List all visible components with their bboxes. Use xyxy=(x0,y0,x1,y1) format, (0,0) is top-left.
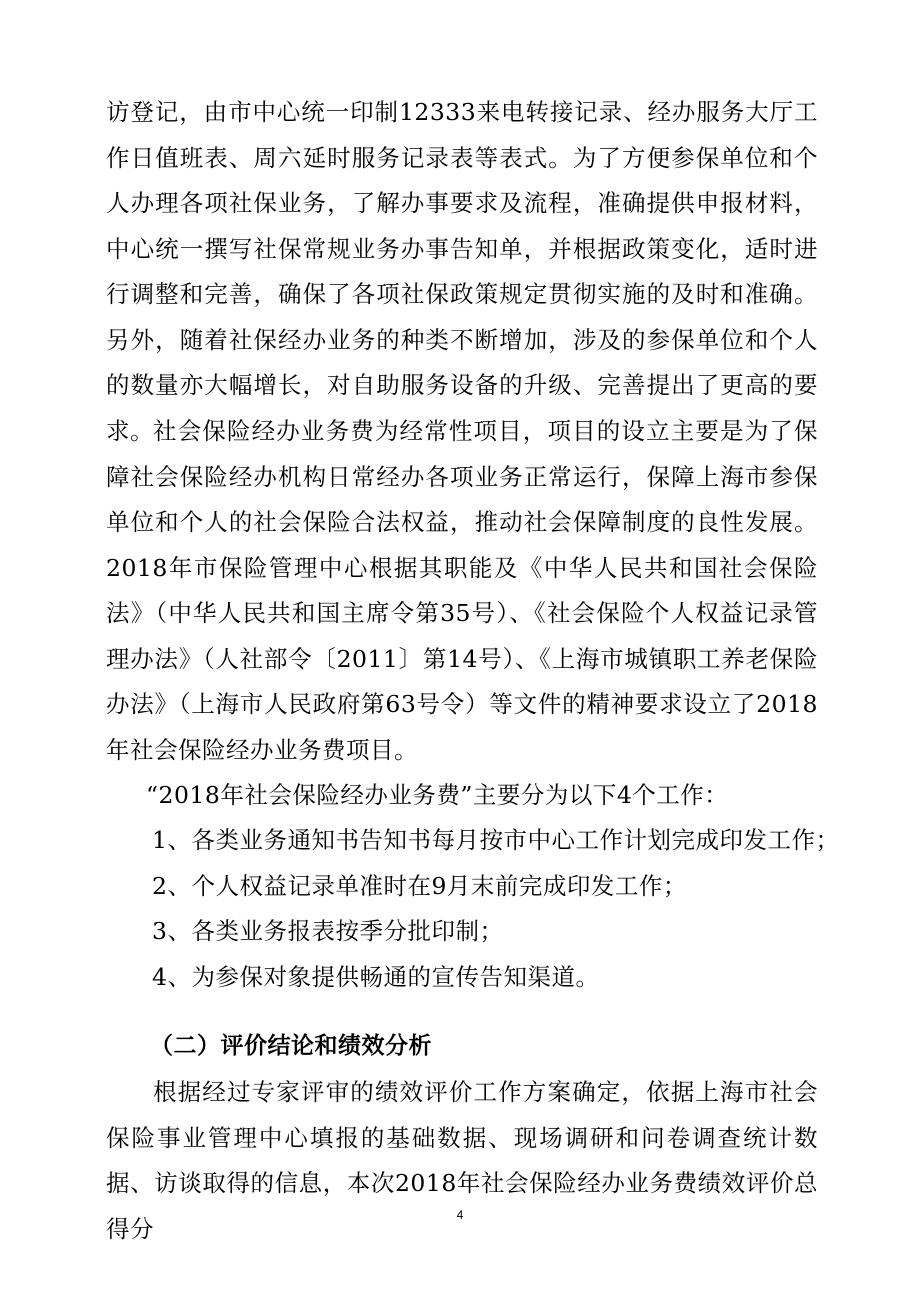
work-item-2: 2、个人权益记录单准时在9月末前完成印发工作； xyxy=(152,872,687,900)
paragraph-service-records: 访登记，由市中心统一印制12333来电转接记录、经办服务大厅工作日值班表、周六延时服务记录表等表式。为了方便参保单位和个人办理各项社保业务，了解办事要求及流程，准确提供申报材料，中心统一撰写社保常规业务办事告知单，并根据政策变化，适时进行调整和完善，确保了各项社保政策规定贯彻实施的及时和准确。另外，随着社保经办业务的种类不断增加，涉及的参保单位和个人的数量亦大幅增长，对自助服务设备的升级、完善提出了更高的要求。 xyxy=(106,98,818,445)
paragraph-evaluation-conclusion: 根据经过专家评审的绩效评价工作方案确定，依据上海市社会保险事业管理中心填报的基础数据、现场调研和问卷调查统计数据、访谈取得的信息，本次2018年社会保险经办业务费绩效评价总得分 xyxy=(106,1078,818,1243)
page-number: 4 xyxy=(456,1208,464,1222)
work-item-3: 3、各类业务报表按季分批印制； xyxy=(152,917,504,945)
paragraph-project-purpose: 社会保险经办业务费为经常性项目，项目的设立主要是为了保障社会保险经办机构日常经办各项业务正常运行，保障上海市参保单位和个人的社会保险合法权益，推动社会保障制度的良性发展。2018年市保险管理中心根据其职能及《中华人民共和国社会保险法》（中华人民共和国主席令第35号）、《社会保险个人权益记录管理办法》（人社部令〔2011〕第14号）、《上海市城镇职工养老保险办法》（上海市人民政府第63号令）等文件的精神要求设立了2018年社会保险经办业务费项目。 xyxy=(106,417,818,764)
work-item-4: 4、为参保对象提供畅通的宣传告知渠道。 xyxy=(152,963,600,991)
paragraph-work-intro: “2018年社会保险经办业务费”主要分为以下4个工作： xyxy=(146,781,729,809)
section-heading-evaluation: （二）评价结论和绩效分析 xyxy=(150,1033,432,1059)
work-item-1: 1、各类业务通知书告知书每月按市中心工作计划完成印发工作； xyxy=(152,826,840,854)
